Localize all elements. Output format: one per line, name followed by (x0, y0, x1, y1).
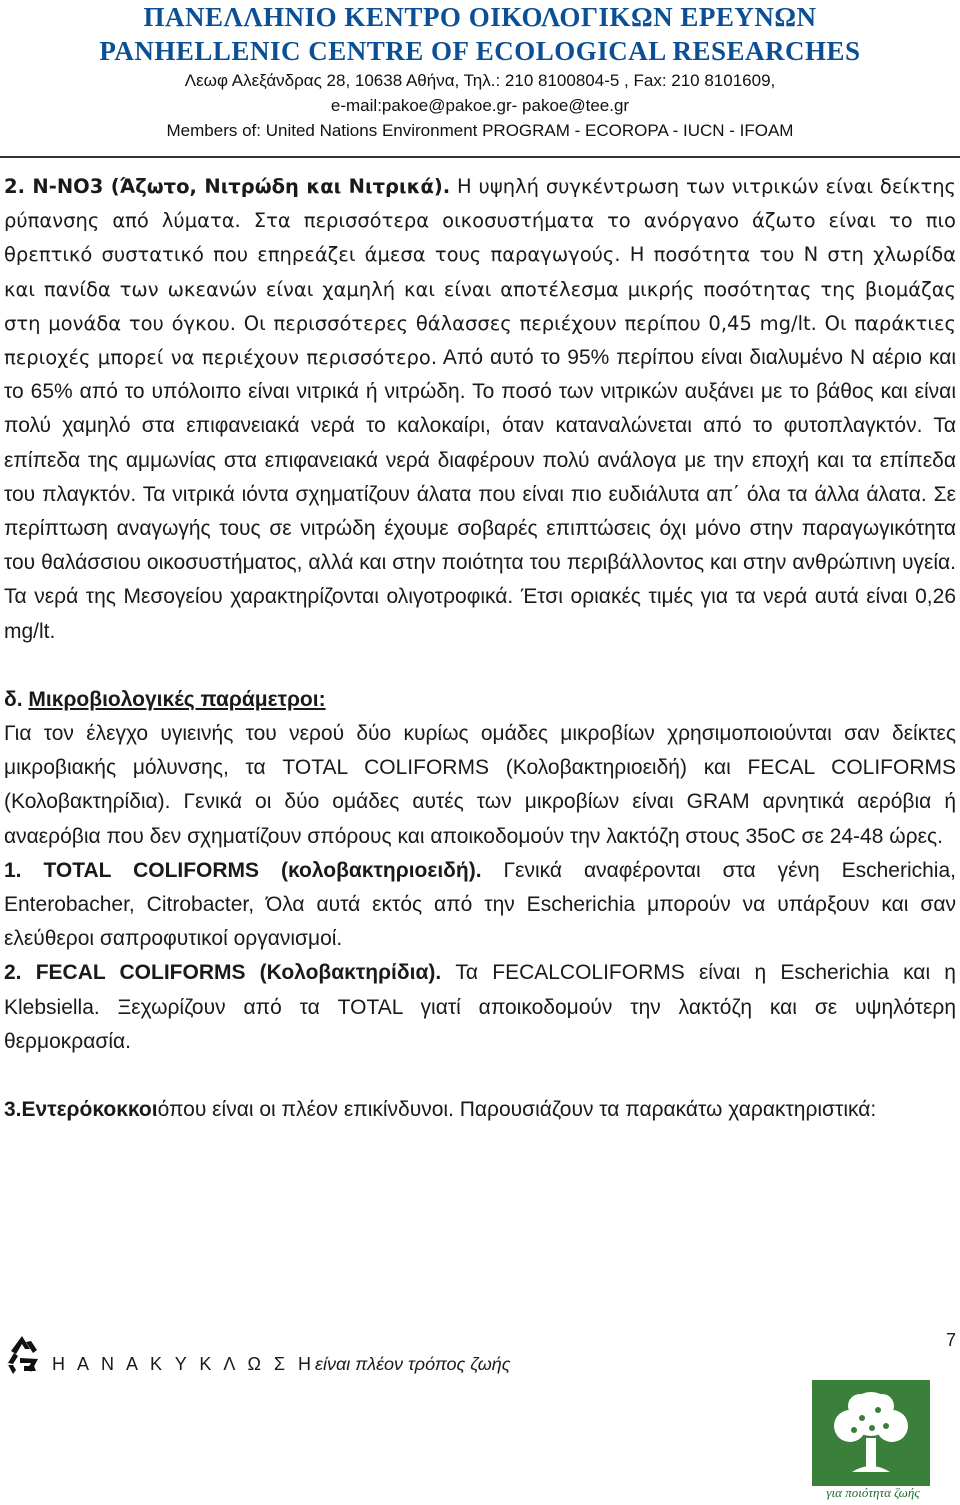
footer-slogan (0, 1330, 511, 1380)
total-coliforms-paragraph (4, 854, 956, 957)
recycle-icon (0, 1333, 44, 1377)
micro-intro: Για τον έλεγχο υγιεινής του νερού δύο κυρίως ομάδες μικροβίων χρησιμοποιούνται σαν δείκτες μικροβιακής μόλυνσης, τα TOTAL COLIFORMS (Κολοβακτηριοειδή) και FECAL COLIFORMS (Κολοβακτηρίδια). Γενικά οι δύο ομάδες αυτές των μικροβίων είναι GRAM αρνητικά αερόβια ή αναερόβια που δεν σχηματίζουν σπόρους και αποικοδομούν την λακτόζη στους 35oC σε 24-48 ώρες. (4, 722, 956, 848)
nitrogen-paragraph (4, 170, 956, 649)
fecal-coliforms-text: Τα FECALCOLIFORMS είναι η Escherichia και η Klebsiella. Ξεχωρίζουν από τα TOTAL γιατί αποικοδομούν την λακτόζη και σε υψηλότερη θερμοκρασία. (4, 961, 956, 1053)
enterococci-paragraph (4, 1093, 956, 1127)
org-title-greek: ΠΑΝΕΛΛΗΝΙΟ ΚΕΝΤΡΟ ΟΙΚΟΛΟΓΙΚΩΝ ΕΡΕΥΝΩΝ (143, 2, 817, 32)
tree-logo-icon (812, 1380, 930, 1486)
document-body (4, 170, 956, 1127)
org-address: Λεωφ Αλεξάνδρας 28, 10638 Αθήνα, Τηλ.: 210 8100804-5 , Fax: 210 8101609, (184, 71, 776, 90)
micro-heading-line (4, 683, 956, 717)
micro-prefix: δ. (4, 687, 29, 711)
fecal-coliforms-heading: 2. FECAL COLIFORMS (Κολοβακτηρίδια). (4, 961, 442, 985)
total-coliforms-heading: 1. TOTAL COLIFORMS (κολοβακτηριοειδή). (4, 858, 482, 882)
enterococci-text: όπου είναι οι πλέον επικίνδυνοι. Παρουσιάζουν τα παρακάτω χαρακτηριστικά: (157, 1098, 877, 1122)
micro-heading: Μικροβιολογικές παράμετροι: (28, 687, 326, 711)
spacer (4, 649, 956, 683)
spacer (4, 1059, 956, 1093)
header-divider (0, 156, 960, 158)
org-memberships: Members of: United Nations Environment PROGRAM - ECOROPA - IUCN - IFOAM (166, 121, 794, 140)
footer-slogan-bold: Η Α Ν Α Κ Υ Κ Λ Ω Σ Η (52, 1353, 316, 1374)
nitrogen-text-1: Η υψηλή συγκέντρωση των νιτρικών είναι δείκτης ρύπανσης από λύματα. Στα περισσότερα οικοσυστήματα το ανόργανο άζωτο είναι το πιο θρεπτικό συστατικό που επηρεάζει άμεσα τους παραγωγούς. Η ποσότητα του Ν στη χλωρίδα και πανίδα των ωκεανών είναι χαμηλή και είναι αποτέλεσμα μικρής ποσότητας της βιομάζας στη μονάδα του όγκου. Οι περισσότερες θάλασσες περιέχουν περίπου 0,45 mg/lt. Οι παράκτιες περιοχές μπορεί να περιέχουν περισσότερο. (4, 175, 956, 370)
page-number: 7 (945, 1330, 956, 1350)
footer-slogan-rest: είναι πλέον τρόπος ζωής (315, 1353, 511, 1374)
footer-text (52, 1336, 511, 1375)
total-coliforms-text: Γενικά αναφέρονται στα γένη Escherichia, Enterobacher, Citrobacter, Όλα αυτά εκτός από την Escherichia μπορούν να υπάρξουν και σαν ελεύθεροι σαπροφυτικοί οργανισμοί. (4, 858, 956, 951)
nitrogen-text-2: Από αυτό το 95% περίπου είναι διαλυμένο Ν αέριο και το 65% από το υπόλοιπο είναι νιτρικά ή νιτρώδη. Το ποσό των νιτρικών αυξάνει με το βάθος και είναι πολύ χαμηλό στα επιφανειακά νερά το καλοκαίρι, όταν καταναλώνεται από το φυτοπλαγκτόν. Τα επίπεδα της αμμωνίας στα επιφανειακά νερά διαφέρουν πολύ ανάλογα με την εποχή και τα επίπεδα του πλαγκτόν. Τα νιτρικά ιόντα σχηματίζουν άλατα που είναι πιο ευδιάλυτα απ΄ όλα τα άλλα άλατα. Σε περίπτωση αναγωγής τους σε νιτρώδη έχουμε σοβαρές επιπτώσεις όχι μόνο στην παραγωγικότητα του θαλάσσιου οικοσυστήματος, αλλά και στην ποιότητα του περιβάλλοντος και στην ανθρώπινη υγεία. Τα νερά της Μεσογείου χαρακτηρίζονται ολιγοτροφικά. Έτσι οριακές τιμές για τα νερά αυτά είναι 0,26 mg/lt. (4, 346, 956, 643)
fecal-coliforms-paragraph (4, 956, 956, 1059)
enterococci-heading: 3.Εντερόκοκκοι (4, 1098, 158, 1122)
org-title-english: PANHELLENIC CENTRE OF ECOLOGICAL RESEARCHES (99, 36, 861, 66)
nitrogen-heading: 2. N-NO3 (Άζωτο, Νιτρώδη και Νιτρικά). (4, 175, 451, 198)
org-email: e-mail:pakoe@pakoe.gr- pakoe@tee.gr (330, 96, 630, 115)
letterhead (0, 0, 960, 143)
logo-caption: για ποιότητα ζωής (826, 1485, 920, 1500)
